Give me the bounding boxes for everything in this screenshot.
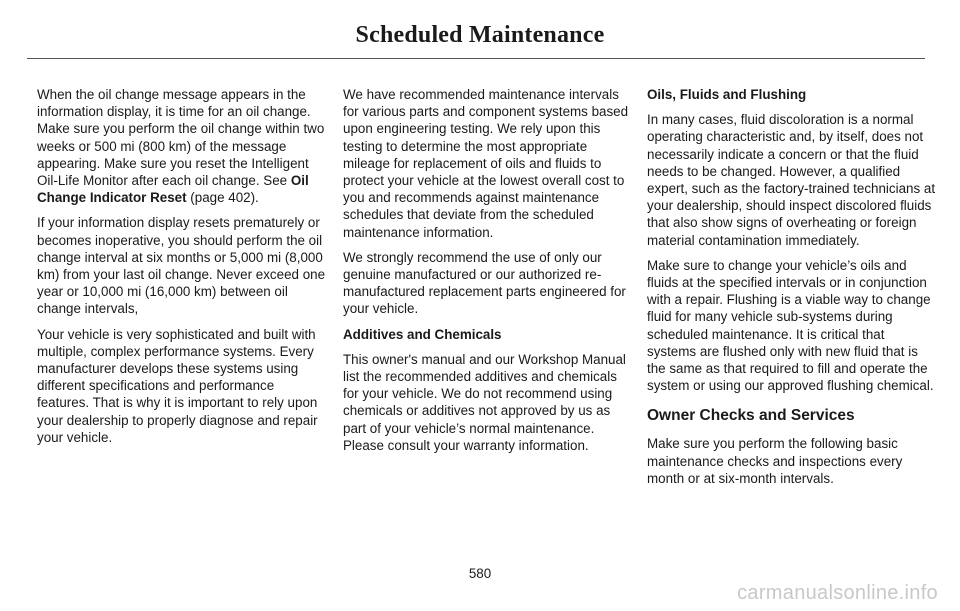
text-column-right — [647, 86, 937, 495]
fluid-discoloration-paragraph: In many cases, fluid discoloration is a normal operating characteristic and, by itself, does not necessarily indicate a concern or that the fluid needs to be changed. However, a qualified expert, such as the factory-trained technicians at your dealership, should inspect discolored fluids that also show signs of overheating or foreign material contamination immediately. — [647, 112, 936, 248]
text-column-left — [37, 86, 327, 454]
owner-checks-heading: Owner Checks and Services — [647, 407, 855, 425]
additives-paragraph: This owner's manual and our Workshop Manual list the recommended additives and chemicals for your vehicle. We do not recommend using chemicals or additives not approved by us as part of your vehicle’s normal maintenance. Please consult your warranty information. — [343, 351, 626, 453]
owner-checks-paragraph: Make sure you perform the following basic maintenance checks and inspections every month or at six-month intervals. — [647, 436, 903, 486]
sophisticated-vehicle-paragraph: Your vehicle is very sophisticated and built with multiple, complex performance systems. Every manufacturer develops these systems using different specifications and performance features. That is why it is important to rely upon your dealership to properly diagnose and repair your vehicle. — [37, 326, 318, 445]
header-divider — [27, 58, 925, 59]
page-title: Scheduled Maintenance — [355, 22, 605, 48]
oils-fluids-subheading: Oils, Fluids and Flushing — [647, 87, 807, 102]
text-column-middle — [343, 86, 633, 462]
oil-change-message-paragraph — [37, 86, 327, 206]
paragraph-text: When the oil change message appears in the information display, it is time for an oil change. Make sure you perform the oil change within two weeks or 500 mi (800 km) of the message appearing. Make sure you reset the Intelligent Oil-Life Monitor after each oil change. See — [37, 87, 325, 189]
page-reference: (page 402). — [186, 190, 259, 206]
display-reset-paragraph: If your information display resets prematurely or becomes inoperative, you should perform the oil change interval at six months or 5,000 mi (8,000 km) from your last oil change. Never exceed one year or 10,000 mi (16,000 km) between oil change intervals, — [37, 215, 326, 317]
additives-subheading: Additives and Chemicals — [343, 326, 502, 342]
genuine-parts-paragraph: We strongly recommend the use of only our genuine manufactured or our authorized re-manufactured replacement parts engineered for your vehicle. — [343, 249, 626, 317]
page-number: 580 — [468, 566, 492, 581]
flushing-paragraph: Make sure to change your vehicle’s oils and fluids at the specified intervals or in conjunction with a repair. Flushing is a viable way to change fluid for many vehicle sub-systems during scheduled maintenance. It is critical that systems are flushed only with new fluid that is the same as that required to fill and operate the system or using our approved flushing chemical. — [647, 257, 934, 394]
oil-change-indicator-reset-link[interactable]: Oil Change Indicator Reset — [37, 173, 309, 206]
maintenance-intervals-paragraph: We have recommended maintenance intervals for various parts and component systems based upon engineering testing. We rely upon this testing to determine the most appropriate mileage for replacement of oils and fluids to protect your vehicle at the lowest overall cost to you and recommends against maintenance schedules that deviate from the scheduled maintenance information. — [343, 87, 629, 240]
watermark: carmanualsonline.info — [737, 582, 938, 604]
